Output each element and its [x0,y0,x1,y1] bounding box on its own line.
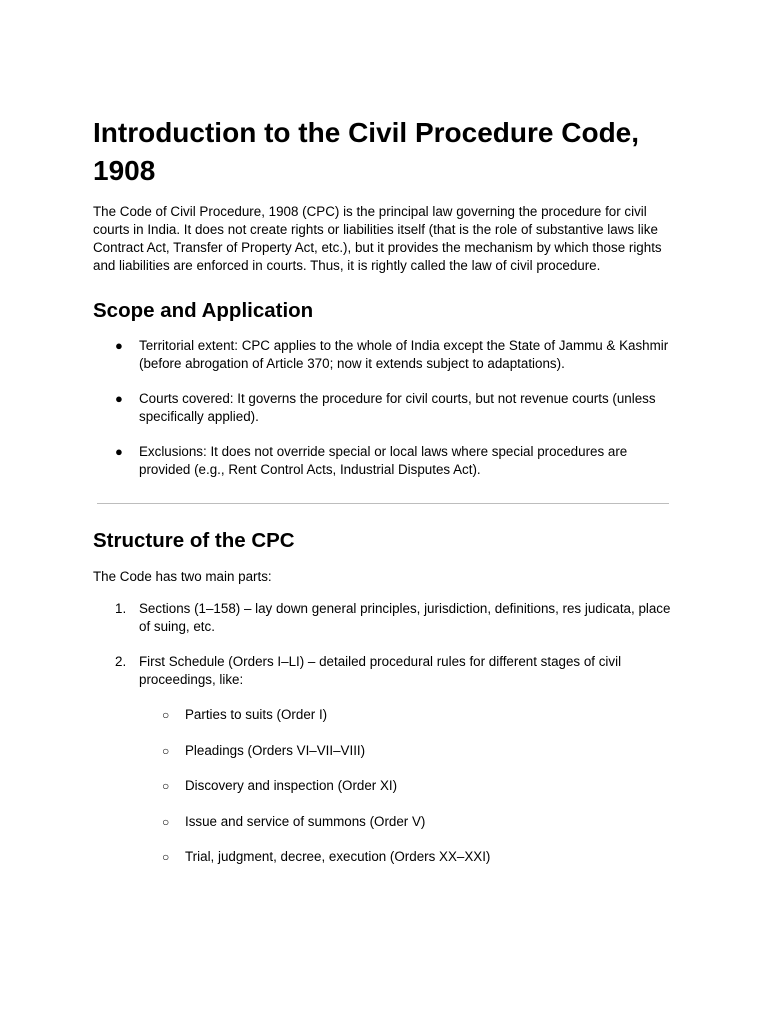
sub-list-item-text: Parties to suits (Order I) [185,707,328,722]
circle-bullet-icon: ○ [162,779,170,793]
list-number: 2. [115,654,127,669]
intro-paragraph: The Code of Civil Procedure, 1908 (CPC) is the principal law governing the procedure for civil courts in India. It does not create rights or liabilities itself (that is the role of substantive laws like Contract Act, Transfer of Property Act, etc.), but it provides the mechanism by which those rights and liabilities are enforced in courts. Thus, it is rightly called the law of civil procedure. [93,204,662,273]
list-item-text: Courts covered: It governs the procedure for civil courts, but not revenue courts (unless specifically applied). [139,391,656,424]
list-item-text: First Schedule (Orders I–LI) – detailed procedural rules for different stages of civil proceedings, like: [139,654,622,687]
list-item-text: Sections (1–158) – lay down general principles, jurisdiction, definitions, res judicata, place of suing, etc. [139,601,671,634]
list-item [93,337,675,373]
scope-list [93,337,675,479]
sub-list-item-text: Discovery and inspection (Order XI) [185,778,398,793]
circle-bullet-icon: ○ [162,743,170,758]
sub-list [139,706,675,866]
sub-list-item-text: Issue and service of summons (Order V) [185,813,426,829]
bullet-icon: ● [115,338,123,353]
list-item-text: Territorial extent: CPC applies to the whole of India except the State of Jammu & Kashmir (before abrogation of Article 370; now it extends subject to adaptations). [139,338,669,371]
sub-list-item [139,813,675,831]
sub-list-item [139,848,675,866]
structure-lead: The Code has two main parts: [93,569,272,584]
list-item [93,443,675,479]
list-item [93,600,675,636]
sub-list-item [139,777,675,795]
list-item [93,390,675,426]
bullet-icon: ● [115,444,123,459]
list-number: 1. [115,601,127,616]
bullet-icon: ● [115,391,123,406]
circle-bullet-icon: ○ [162,708,170,722]
sub-list-item-text: Trial, judgment, decree, execution (Orders XX–XXI) [185,849,491,864]
circle-bullet-icon: ○ [162,850,170,864]
circle-bullet-icon: ○ [162,814,170,829]
section-divider [97,503,669,504]
structure-list [93,600,675,866]
sub-list-item [139,742,675,760]
page-title: Introduction to the Civil Procedure Code, 1908 [93,117,640,186]
list-item-text: Exclusions: It does not override special or local laws where special procedures are provided (e.g., Rent Control Acts, Industrial Disputes Act). [139,444,628,477]
scope-heading: Scope and Application [93,299,314,322]
list-item [93,653,675,866]
sub-list-item [139,706,675,724]
sub-list-item-text: Pleadings (Orders VI–VII–VIII) [185,742,366,758]
structure-heading: Structure of the CPC [93,529,295,552]
